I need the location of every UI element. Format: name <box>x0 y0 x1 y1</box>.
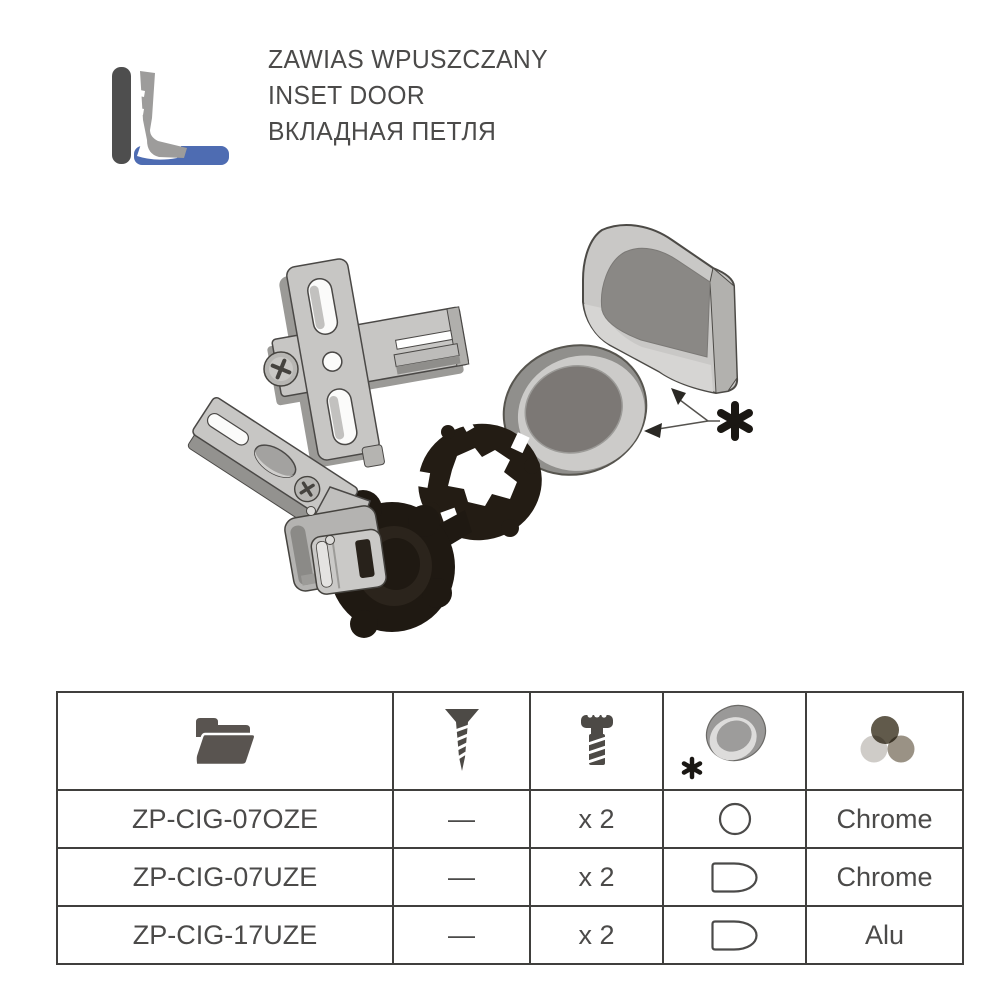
product-code: ZP-CIG-17UZE <box>57 906 393 964</box>
wood-screw-qty: — <box>393 848 530 906</box>
header-finish-cell <box>806 692 963 790</box>
rivet <box>307 507 316 516</box>
cabinet-side-bar <box>112 67 131 164</box>
folder-icon <box>58 693 392 789</box>
euro-screw-icon <box>531 693 662 789</box>
header-product-code-cell <box>57 692 393 790</box>
cap-shape-cell <box>663 790 806 848</box>
cap-shape-cell <box>663 848 806 906</box>
header-wood-screw-cell <box>393 692 530 790</box>
product-code: ZP-CIG-07OZE <box>57 790 393 848</box>
d-cap-shape-icon <box>711 920 758 951</box>
cap-shape-cell <box>663 906 806 964</box>
product-code: ZP-CIG-07UZE <box>57 848 393 906</box>
table-row <box>57 848 963 906</box>
cover-cap-icon <box>664 693 805 789</box>
finish-colors-icon <box>807 693 962 789</box>
table-row <box>57 790 963 848</box>
wood-screw-qty: — <box>393 906 530 964</box>
euro-screw-qty: x 2 <box>530 790 663 848</box>
title-line-en: INSET DOOR <box>268 80 426 110</box>
rivet <box>326 536 335 545</box>
finish: Alu <box>806 906 963 964</box>
wood-screw-qty: — <box>393 790 530 848</box>
table-header-row <box>57 692 963 790</box>
cup-clip <box>310 528 387 595</box>
variants-table <box>56 691 964 965</box>
euro-screw-qty: x 2 <box>530 848 663 906</box>
title-line-pl: ZAWIAS WPUSZCZANY <box>268 44 548 74</box>
header-euro-screw-cell <box>530 692 663 790</box>
cap-note-asterisk-icon <box>684 759 700 777</box>
d-cap-shape-icon <box>711 862 758 893</box>
callout-arrows <box>644 388 720 438</box>
euro-screw-qty: x 2 <box>530 906 663 964</box>
wood-screw-icon <box>394 693 529 789</box>
fixing-screw <box>264 352 298 386</box>
finish: Chrome <box>806 848 963 906</box>
header-cover-cap-cell <box>663 692 806 790</box>
title-line-ru: ВКЛАДНАЯ ПЕТЛЯ <box>268 116 497 146</box>
asterisk-callout <box>721 405 749 437</box>
finish: Chrome <box>806 790 963 848</box>
round-cap-shape-icon <box>718 802 752 836</box>
inset-door-hinge-icon <box>103 60 233 168</box>
page-title <box>268 41 548 149</box>
exploded-hinge-illustration <box>180 210 780 650</box>
table-row <box>57 906 963 964</box>
